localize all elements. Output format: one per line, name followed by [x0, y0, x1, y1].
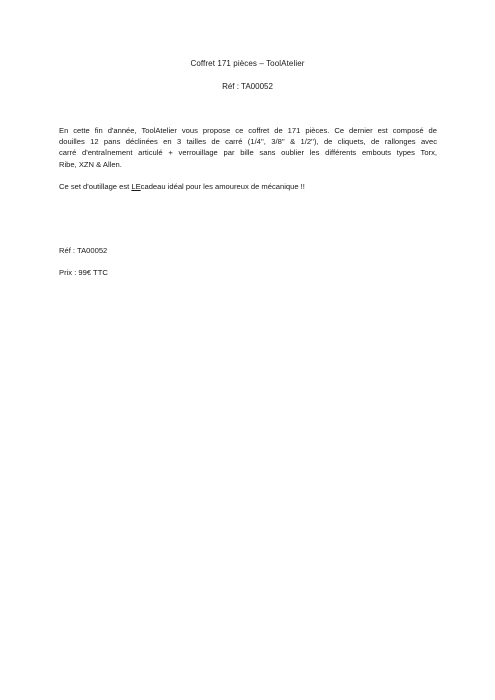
gift-text-start: Ce set d'outillage est	[59, 182, 132, 191]
reference-header: Réf : TA00052	[222, 82, 273, 91]
reference-footer: Réf : TA00052	[59, 246, 108, 255]
gift-paragraph	[59, 182, 305, 192]
description-line-2: douilles 12 pans déclinées en 3 tailles de carré (1/4'', 3/8'' & 1/2''), de cliquets, de rallonges avec	[59, 137, 437, 147]
description-line-3: carré d'entraînement articulé + verrouillage par bille sans oublier les différents embouts types Torx,	[59, 148, 437, 158]
gift-emphasis: LE	[131, 182, 141, 191]
price-line: Prix : 99€ TTC	[59, 268, 108, 277]
document-title: Coffret 171 pièces – ToolAtelier	[190, 59, 305, 68]
gift-text-end: cadeau idéal pour les amoureux de mécanique !!	[140, 182, 305, 191]
description-line-1: En cette fin d'année, ToolAtelier vous propose ce coffret de 171 pièces. Ce dernier est composé de	[59, 126, 437, 135]
description-paragraph	[59, 125, 437, 170]
description-line-4: Ribe, XZN & Allen.	[59, 159, 122, 169]
